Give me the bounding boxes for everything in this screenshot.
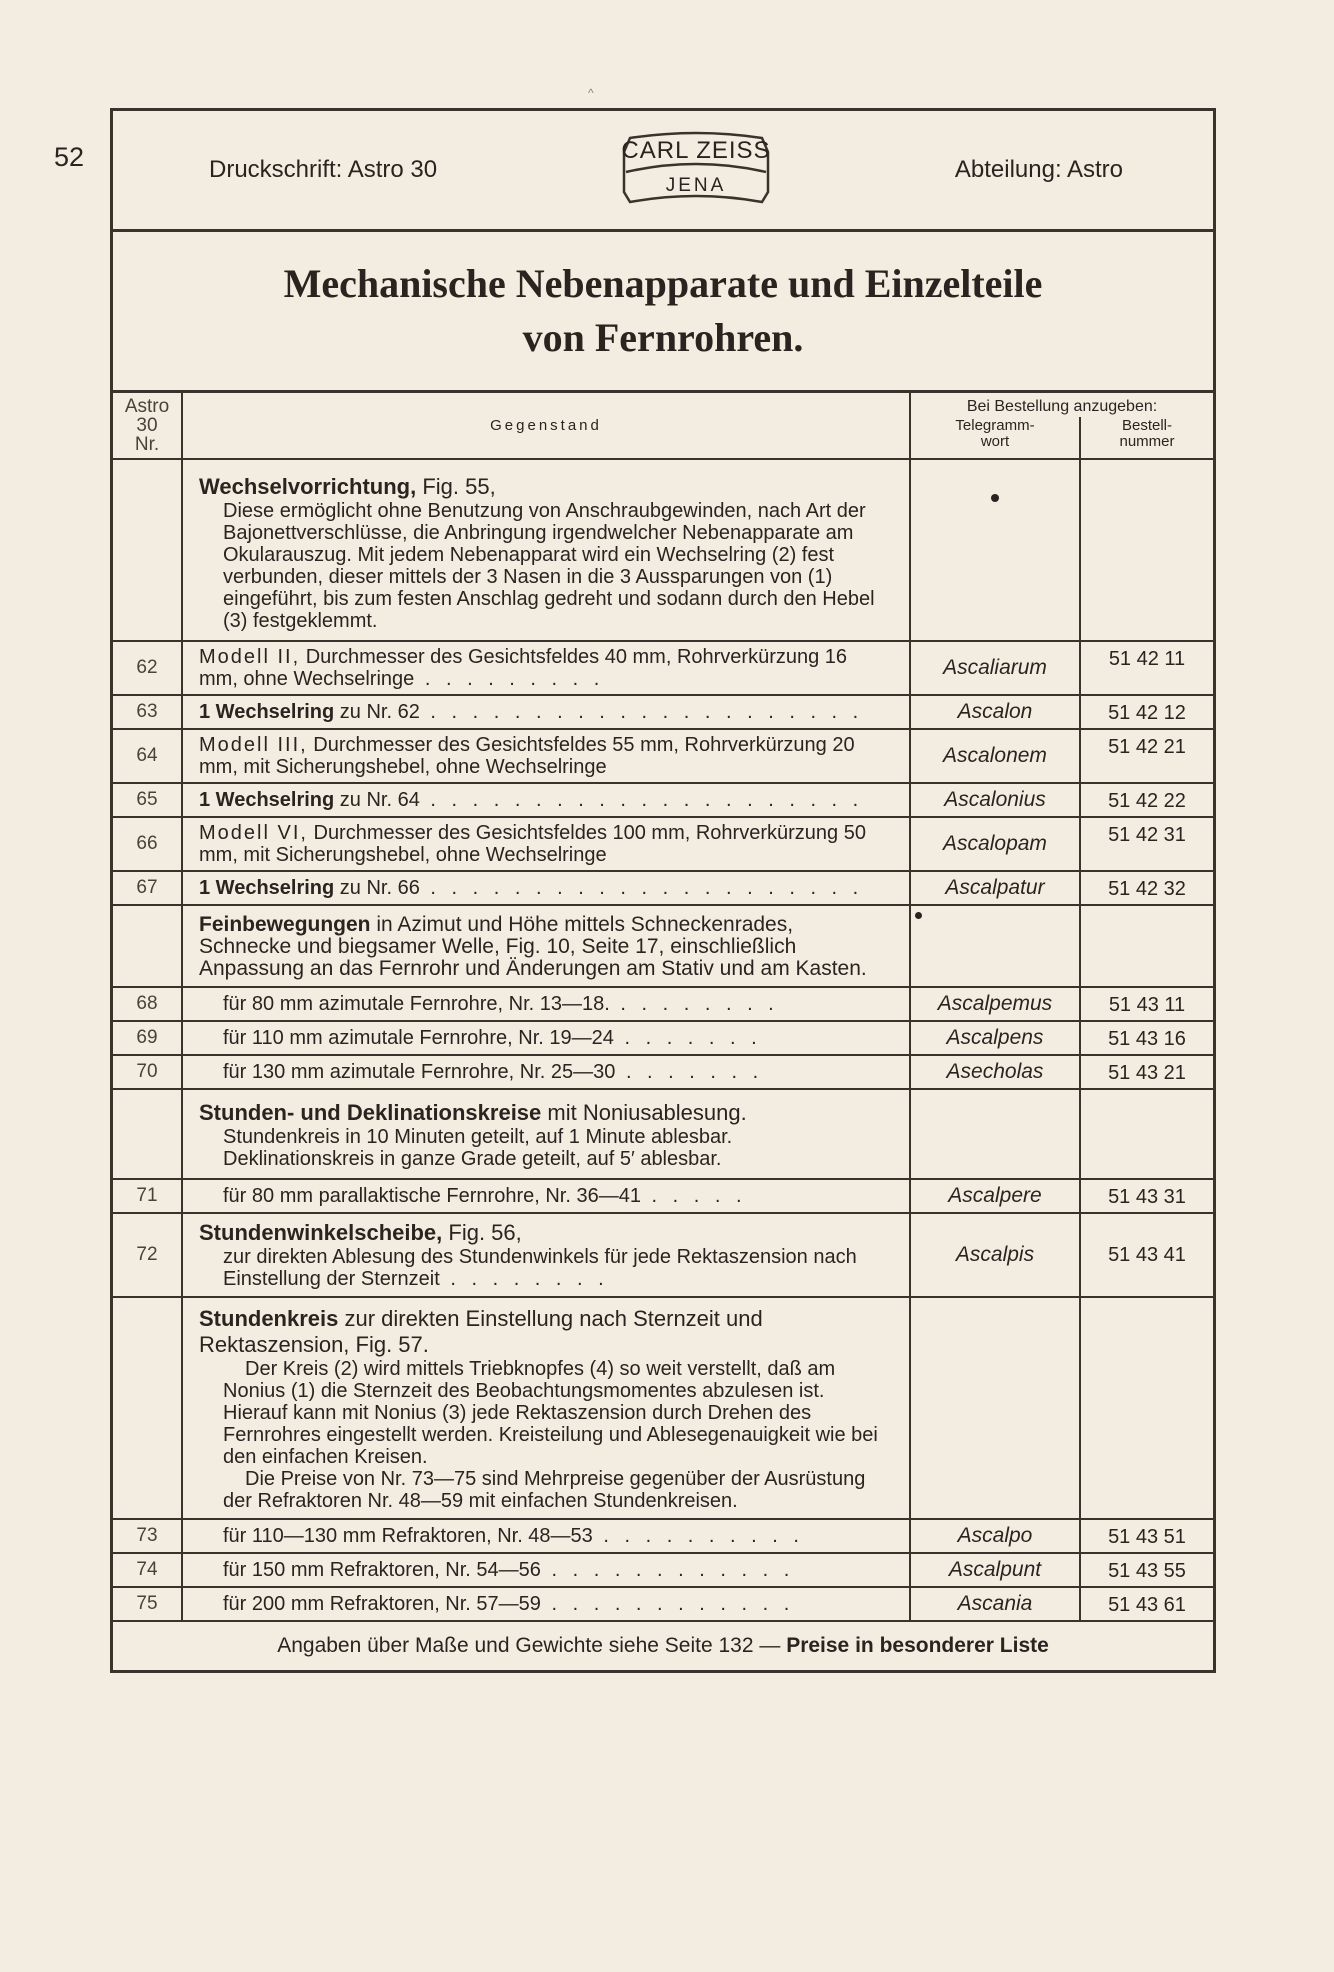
item-number: 65 (113, 783, 182, 817)
section-row-feinbewegungen (113, 905, 1213, 987)
telegram-word: Ascalpatur (910, 871, 1080, 905)
item-number: 66 (113, 817, 182, 871)
empty-cell (1080, 1297, 1213, 1519)
item-description (182, 729, 910, 783)
section-row-kreise (113, 1089, 1213, 1179)
item-description (182, 695, 910, 729)
title-line-1: Mechanische Nebenapparate und Einzelteile (283, 261, 1043, 306)
empty-cell (910, 1297, 1080, 1519)
leader-dots: . . . . . . . . . . . . . . . . . . . . . (419, 877, 864, 899)
description-text: zu Nr. 66 (334, 877, 420, 899)
leader-dots: . . . . . . . . . . . . (540, 1593, 795, 1615)
order-number: 51 43 11 (1080, 987, 1213, 1021)
column-header-nr (113, 393, 182, 459)
item-description (182, 783, 910, 817)
item-description (182, 1213, 910, 1297)
empty-cell (1080, 1089, 1213, 1179)
leader-dots: . . . . . . . . (439, 1268, 609, 1290)
table-row (113, 1587, 1213, 1621)
order-number: 51 42 31 (1080, 817, 1213, 871)
description-text: für 80 mm azimutale Fernrohre, Nr. 13—18. (223, 993, 610, 1015)
section-heading-rest: mit Noniusablesung. (541, 1100, 747, 1125)
order-number: 51 42 21 (1080, 729, 1213, 783)
description-text: für 80 mm parallaktische Fernrohre, Nr. 36—41 (223, 1185, 641, 1207)
section-description (182, 905, 910, 987)
item-number: 74 (113, 1553, 182, 1587)
table-footer-row (113, 1621, 1213, 1670)
telegram-word: Ascalonem (910, 729, 1080, 783)
column-header-bestell (1080, 417, 1213, 459)
empty-cell (113, 1089, 182, 1179)
item-number: 71 (113, 1179, 182, 1213)
table-row (113, 1519, 1213, 1553)
telegram-word: Ascalpunt (910, 1553, 1080, 1587)
section-heading: Stundenkreis (199, 1306, 339, 1331)
table-header-row (113, 393, 1213, 417)
description-text: für 110 mm azimutale Fernrohre, Nr. 19—24 (223, 1027, 614, 1049)
telegram-word: Ascalon (910, 695, 1080, 729)
table-row (113, 729, 1213, 783)
description-text: Durchmesser des Gesichtsfeldes 40 mm, Rohrverkürzung 16 mm, ohne Wechselringe (199, 646, 848, 690)
order-number: 51 43 51 (1080, 1519, 1213, 1553)
page-header (113, 111, 1213, 232)
table-row (113, 695, 1213, 729)
footer-text: Angaben über Maße und Gewichte siehe Seite 132 — (277, 1634, 787, 1657)
section-heading: Stunden- und Deklinationskreise (199, 1100, 542, 1125)
telegram-word: Ascalpo (910, 1519, 1080, 1553)
leader-dots: . . . . . . . . (609, 993, 779, 1015)
page-title (113, 232, 1213, 393)
department-label: Abteilung: Astro (954, 156, 1123, 183)
item-number: 73 (113, 1519, 182, 1553)
model-name: Modell III, (199, 734, 308, 756)
leader-dots: . . . . . . . . . . . . . . . . . . . . . (419, 701, 864, 723)
telegram-word: Ascalopam (910, 817, 1080, 871)
logo-text-bottom: JENA (665, 175, 727, 196)
order-number: 51 43 16 (1080, 1021, 1213, 1055)
section-heading: Wechselvorrichtung, (199, 474, 417, 499)
section-text-line: Stundenkreis in 10 Minuten geteilt, auf 1 Minute ablesbar. (223, 1126, 733, 1148)
section-heading-rest: zur direkten Einstellung nach Sternzeit und Rektaszension, Fig. 57. (199, 1306, 763, 1357)
item-number: 63 (113, 695, 182, 729)
telegram-word: Ascalpere (910, 1179, 1080, 1213)
order-number: 51 42 11 (1080, 641, 1213, 695)
header-nr-line: Astro (124, 396, 170, 417)
section-heading-rest: Fig. 55, (416, 474, 496, 499)
title-line-2: von Fernrohren. (522, 315, 804, 360)
table-row (113, 817, 1213, 871)
item-description (182, 1179, 910, 1213)
description-text: zu Nr. 64 (334, 789, 420, 811)
telegram-word: Ascaliarum (910, 641, 1080, 695)
item-description (182, 987, 910, 1021)
section-description (182, 1089, 910, 1179)
section-paragraph: Der Kreis (2) wird mittels Triebknopfes (4) so weit verstellt, daß am Nonius (1) die Sternzeit des Beobachtungsmomentes abzulesen ist. Hierauf kann mit Nonius (3) jede Rektaszension durch Drehen des Fernrohres eingestellt werden. Kreisteilung und Ablesegenauigkeit wie bei den einfachen Kreisen. (223, 1358, 878, 1468)
telegram-word: Ascalpens (910, 1021, 1080, 1055)
table-row (113, 871, 1213, 905)
section-row-stundenkreis (113, 1297, 1213, 1519)
column-header-telegramm (910, 417, 1080, 459)
item-description (182, 1055, 910, 1089)
telegram-word: Ascania (910, 1587, 1080, 1621)
header-line: Bestell- (1121, 417, 1173, 435)
order-number: 51 42 22 (1080, 783, 1213, 817)
empty-cell (1080, 905, 1213, 987)
item-number: 64 (113, 729, 182, 783)
item-description (182, 817, 910, 871)
order-number: 51 42 32 (1080, 871, 1213, 905)
item-number: 70 (113, 1055, 182, 1089)
description-text: für 130 mm azimutale Fernrohre, Nr. 25—30 (223, 1061, 616, 1083)
carl-zeiss-logo (616, 130, 776, 210)
bullet-cell (910, 905, 1080, 987)
leader-dots: . . . . . . . . . . (592, 1525, 804, 1547)
item-bold: Stundenwinkelscheibe, (199, 1220, 443, 1245)
empty-cell (113, 905, 182, 987)
item-number: 62 (113, 641, 182, 695)
table-row (113, 1055, 1213, 1089)
empty-cell (910, 1089, 1080, 1179)
telegram-word: Ascalpemus (910, 987, 1080, 1021)
section-description (182, 459, 910, 641)
table-row (113, 1179, 1213, 1213)
item-description (182, 1587, 910, 1621)
empty-cell (113, 459, 182, 641)
catalog-page-frame (110, 108, 1216, 1673)
item-description (182, 641, 910, 695)
telegram-word: Asecholas (910, 1055, 1080, 1089)
section-text: in Azimut und Höhe mittels Schneckenrades, Schnecke und biegsamer Welle, Fig. 10, Seite 17, einschließlich Anpassung an das Fernrohr und Änderungen am Stativ und am Kasten. (199, 913, 867, 980)
item-description (182, 871, 910, 905)
description-subtext: zur direkten Ablesung des Stundenwinkels für jede Rektaszension nach Einstellung der Sternzeit (223, 1246, 857, 1290)
item-number: 67 (113, 871, 182, 905)
description-text: Durchmesser des Gesichtsfeldes 100 mm, Rohrverkürzung 50 mm, mit Sicherungshebel, ohne Wechselringe (199, 822, 866, 866)
header-line: nummer (1119, 433, 1175, 451)
item-description (182, 1553, 910, 1587)
order-number: 51 43 41 (1080, 1213, 1213, 1297)
section-text-line: Deklinationskreis in ganze Grade geteilt, auf 5′ ablesbar. (223, 1148, 722, 1170)
description-text: für 150 mm Refraktoren, Nr. 54—56 (223, 1559, 541, 1581)
description-text: Durchmesser des Gesichtsfeldes 55 mm, Rohrverkürzung 20 mm, mit Sicherungshebel, ohne Wechselringe (199, 734, 855, 778)
print-reference: Druckschrift: Astro 30 (209, 156, 438, 183)
item-number: 68 (113, 987, 182, 1021)
logo-text-top: CARL ZEISS (621, 137, 771, 164)
item-number: 72 (113, 1213, 182, 1297)
description-text: für 200 mm Refraktoren, Nr. 57—59 (223, 1593, 541, 1615)
bullet-icon (991, 494, 999, 502)
header-line: Telegramm- (955, 417, 1035, 435)
parts-table (113, 393, 1213, 1670)
order-number: 51 43 55 (1080, 1553, 1213, 1587)
order-number: 51 43 61 (1080, 1587, 1213, 1621)
column-header-order-hint: Bei Bestellung anzugeben: (910, 393, 1213, 417)
empty-cell (113, 1297, 182, 1519)
item-description (182, 1519, 910, 1553)
item-bold: 1 Wechselring (199, 789, 335, 811)
leader-dots: . . . . . . . . . (414, 668, 605, 690)
item-bold: 1 Wechselring (199, 701, 335, 723)
table-row (113, 1213, 1213, 1297)
section-heading: Feinbewegungen (199, 913, 371, 936)
section-row-wechselvorrichtung (113, 459, 1213, 641)
section-text: Diese ermöglicht ohne Benutzung von Anschraubgewinden, nach Art der Bajonettverschlüsse, die Anbringung irgendwelcher Nebenapparate am Okularauszug. Mit jedem Nebenapparat wird ein Wechselring (2) fest verbunden, dieser mittels der 3 Nasen in die 3 Aussparungen von (1) eingeführt, bis zum festen Anschlag gedreht und sodann durch den Hebel (3) festgeklemmt. (223, 500, 875, 632)
description-text: zu Nr. 62 (334, 701, 420, 723)
section-paragraph: Die Preise von Nr. 73—75 sind Mehrpreise gegenüber der Ausrüstung der Refraktoren Nr. 48—59 mit einfachen Stundenkreisen. (223, 1468, 866, 1512)
model-name: Modell VI, (199, 822, 308, 844)
table-row (113, 1553, 1213, 1587)
item-number: 69 (113, 1021, 182, 1055)
order-number: 51 43 21 (1080, 1055, 1213, 1089)
leader-dots: . . . . . . . . . . . . . . . . . . . . . (419, 789, 864, 811)
section-description (182, 1297, 910, 1519)
bullet-icon (915, 912, 922, 919)
order-number: 51 42 12 (1080, 695, 1213, 729)
footer-bold-text: Preise in besonderer Liste (786, 1634, 1049, 1657)
table-row (113, 1021, 1213, 1055)
table-row (113, 641, 1213, 695)
header-nr-line: 30 (136, 415, 158, 436)
header-line: wort (980, 433, 1010, 451)
telegram-word: Ascalonius (910, 783, 1080, 817)
description-text: Fig. 56, (442, 1220, 522, 1245)
telegram-word: Ascalpis (910, 1213, 1080, 1297)
item-number: 75 (113, 1587, 182, 1621)
item-description (182, 1021, 910, 1055)
empty-cell (1080, 459, 1213, 641)
leader-dots: . . . . . . . . . . . . (540, 1559, 795, 1581)
header-nr-line: Nr. (134, 434, 160, 455)
order-number: 51 43 31 (1080, 1179, 1213, 1213)
table-row (113, 783, 1213, 817)
column-header-gegenstand: Gegenstand (182, 393, 910, 459)
leader-dots: . . . . . . . (615, 1061, 764, 1083)
table-row (113, 987, 1213, 1021)
description-text: für 110—130 mm Refraktoren, Nr. 48—53 (223, 1525, 593, 1547)
leader-dots: . . . . . (640, 1185, 747, 1207)
leader-dots: . . . . . . . (613, 1027, 762, 1049)
bullet-cell (910, 459, 1080, 641)
table-footer (113, 1621, 1213, 1670)
model-name: Modell II, (199, 646, 301, 668)
scan-mark: ^ (588, 86, 594, 100)
item-bold: 1 Wechselring (199, 877, 335, 899)
page-number: 52 (54, 142, 85, 172)
